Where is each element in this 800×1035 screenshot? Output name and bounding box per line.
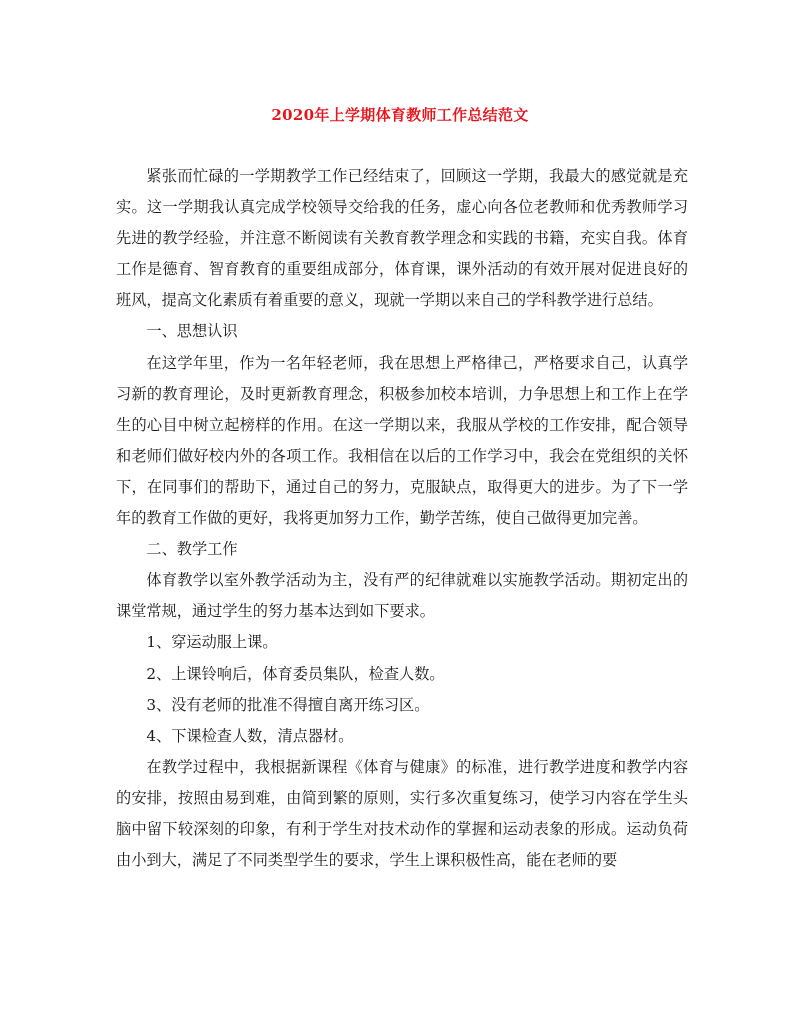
list-item: 2、上课铃响后，体育委员集队，检查人数。 <box>146 664 445 683</box>
section-heading-ideology: 一、思想认识 <box>146 322 238 341</box>
document-body <box>116 161 688 876</box>
list-item: 1、穿运动服上课。 <box>146 633 278 652</box>
paragraph-teaching-intro: 体育教学以室外教学活动为主，没有严的纪律就难以实施教学活动。期初定出的课堂常规，通过学生的努力基本达到如下要求。 <box>116 571 688 621</box>
section-heading-teaching: 二、教学工作 <box>146 540 238 559</box>
paragraph-ideology: 在这学年里，作为一名年轻老师，我在思想上严格律己，严格要求自己，认真学习新的教育理论，及时更新教育理念，积极参加校本培训，力争思想上和工作上在学生的心目中树立起榜样的作用。在这一学期以来，我服从学校的工作安排，配合领导和老师们做好校内外的各项工作。我相信在以后的工作学习中，我会在党组织的关怀下，在同事们的帮助下，通过自己的努力，克服缺点，取得更大的进步。为了下一学年的教育工作做的更好，我将更加努力工作，勤学苦练，使自己做得更加完善。 <box>116 353 688 528</box>
paragraph-teaching-process: 在教学过程中，我根据新课程《体育与健康》的标准，进行教学进度和教学内容的安排，按照由易到难，由简到繁的原则，实行多次重复练习，使学习内容在学生头脑中留下较深刻的印象，有利于学生对技术动作的掌握和运动表象的形成。运动负荷由小到大，满足了不同类型学生的要求，学生上课积极性高，能在老师的要 <box>116 757 688 870</box>
document-title: 2020年上学期体育教师工作总结范文 <box>271 106 529 124</box>
paragraph-intro: 紧张而忙碌的一学期教学工作已经结束了，回顾这一学期，我最大的感觉就是充实。这一学期我认真完成学校领导交给我的任务，虚心向各位老教师和优秀教师学习先进的教学经验，并注意不断阅读有关教育教学理念和实践的书籍，充实自我。体育工作是德育、智育教育的重要组成部分，体育课，课外活动的有效开展对促进良好的班风，提高文化素质有着重要的意义，现就一学期以来自己的学科教学进行总结。 <box>116 167 688 310</box>
list-item: 3、没有老师的批准不得擅自离开练习区。 <box>146 695 430 714</box>
list-item: 4、下课检查人数，清点器材。 <box>146 726 354 745</box>
